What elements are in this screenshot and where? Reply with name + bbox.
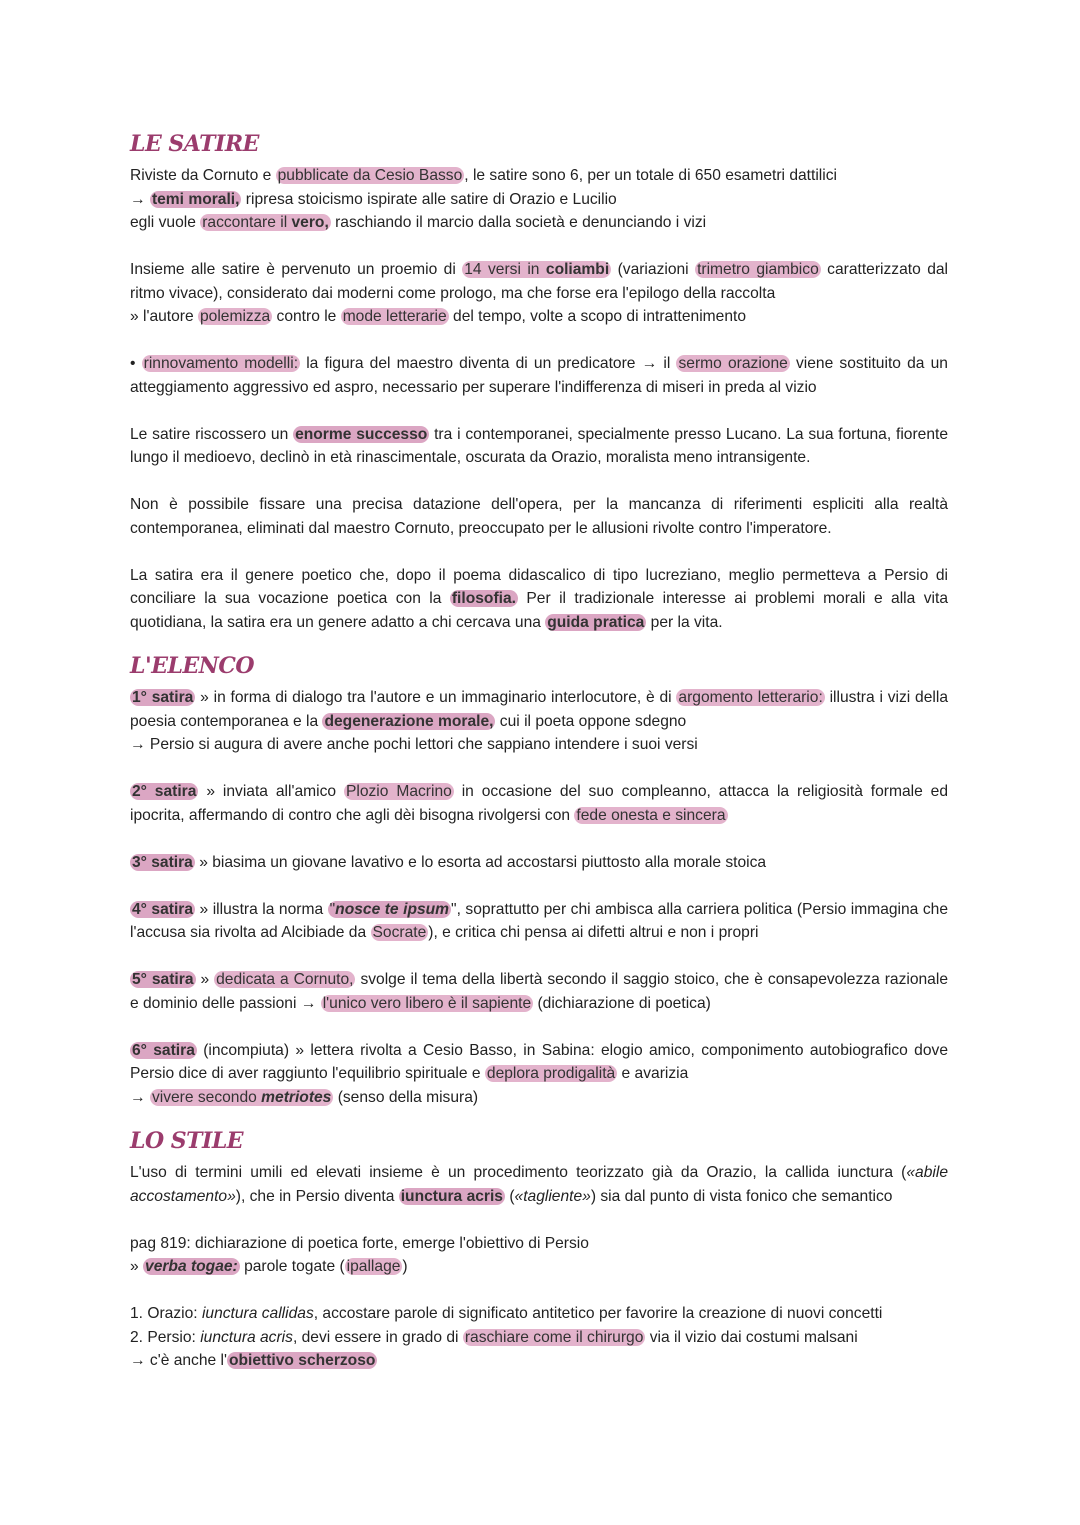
section-heading-stile: LO STILE [130, 1128, 244, 1154]
paragraph-genere: La satira era il genere poetico che, dopo il poema didascalico di tipo lucreziano, meglio permetteva a Persio di conciliare la sua vocazione poetica con la filosofia. Per il tradizionale interesse ai problemi morali e alla vita quotidiana, la satira era un genere adatto a chi cercava una guida pratica per la vita. [130, 566, 948, 631]
satira-1-note: → Persio si augura di avere anche pochi lettori che sappiano intendere i suoi versi [130, 736, 698, 753]
list-item-scherzoso: → c'è anche l' obiettivo scherzoso [130, 1352, 376, 1369]
paragraph-polemica: » l'autore polemizza contro le mode letterarie del tempo, volte a scopo di intrattenimento [130, 308, 747, 325]
paragraph-satire-intro: Riviste da Cornuto e pubblicate da Cesio Basso , le satire sono 6, per un totale di 650 esametri dattilici [130, 167, 838, 184]
section-heading-elenco: L'ELENCO [130, 653, 254, 679]
highlight: enorme successo [295, 425, 428, 443]
satira-1: 1° satira » in forma di dialogo tra l'autore e un immaginario interlocutore, è di argomento letterario: illustra i vizi della poesia contemporanea e la degenerazione morale, cui il poeta oppone sdegno [130, 689, 948, 730]
highlight: guida pratica [547, 613, 645, 631]
paragraph-successo: Le satire riscossero un enorme successo tra i contemporanei, specialmente presso Lucano. La sua fortuna, fiorente lungo il medioevo, declinò in età rinascimentale, oscurata da Orazio, moralista meno intransigente. [130, 425, 948, 466]
paragraph-pag819: pag 819: dichiarazione di poetica forte, emerge l'obiettivo di Persio [130, 1234, 589, 1252]
satira-label: 1° satira [132, 689, 194, 706]
satira-label: 5° satira [132, 971, 194, 988]
highlight: mode letterarie [342, 308, 447, 325]
satira-label: 2° satira [132, 783, 197, 800]
highlight: vivere secondo metriotes [151, 1088, 332, 1106]
highlight: iunctura acris [400, 1187, 503, 1205]
highlight: 14 versi in coliambi [464, 261, 610, 278]
section-heading-satire: LE SATIRE [130, 131, 259, 157]
highlight: verba togae: [145, 1258, 238, 1275]
notes-page [130, 128, 948, 1373]
highlight: obiettivo scherzoso [228, 1352, 376, 1369]
highlight: temi morali, [151, 190, 240, 208]
highlight: degenerazione morale, [324, 712, 494, 730]
highlight: ipallage [346, 1258, 401, 1275]
paragraph-rinnovamento: • rinnovamento modelli: la figura del maestro diventa di un predicatore → il sermo orazione viene sostituito da un atteggiamento aggressivo ed aspro, necessario per superare l'indifferenza di miseri in preda al vizio [130, 355, 948, 396]
satira-6-note: → vivere secondo metriotes (senso della misura) [130, 1088, 479, 1106]
paragraph-datazione: Non è possibile fissare una precisa datazione dell'opera, per la mancanza di riferimenti espliciti alla realtà contemporanea, eliminati dal maestro Cornuto, preoccupato per le allusioni rivolte contro l'imperatore. [130, 496, 948, 537]
satira-label: 4° satira [132, 900, 194, 918]
highlight: sermo orazione [678, 355, 788, 372]
paragraph-satire-truth: egli vuole raccontare il vero, raschiando il marcio dalla società e denunciando i vizi [130, 214, 707, 231]
highlight: dedicata a Cornuto, [216, 971, 354, 988]
satira-3: 3° satira » biasima un giovane lavativo e lo esorta ad accostarsi piuttosto alla morale stoica [132, 853, 767, 871]
highlight: polemizza [200, 308, 271, 325]
paragraph-satire-themes: → temi morali, ripresa stoicismo ispirate alle satire di Orazio e Lucilio [130, 190, 617, 208]
satira-2: 2° satira » inviata all'amico Plozio Macrino in occasione del suo compleanno, attacca la religiosità formale ed ipocrita, affermando di contro che agli dèi bisogna rivolgersi con fede onesta e sincera [130, 783, 949, 824]
list-item-orazio: 1. Orazio: iunctura callidas, accostare parole di significato antitetico per favorire la creazione di nuovi concetti [130, 1305, 883, 1322]
highlight: trimetro giambico [697, 261, 819, 278]
satira-4: 4° satira » illustra la norma "nosce te ipsum ", soprattutto per chi ambisca alla carriera politica (Persio immagina che l'accusa sia rivolta ad Alcibiade da Socrate ), e critica chi pensa ai difetti altrui e non i propri [130, 900, 948, 941]
satira-6: 6° satira (incompiuta) » lettera rivolta a Cesio Basso, in Sabina: elogio amico, componimento autobiografico dove Persio dice di aver raggiunto l'equilibrio spirituale e deplora prodigalità e avarizia [130, 1041, 948, 1082]
highlight: raccontare il vero, [202, 214, 329, 231]
highlight: pubblicate da Cesio Basso [277, 167, 463, 184]
highlight: raschiare come il chirurgo [464, 1328, 644, 1346]
highlight: deplora prodigalità [486, 1065, 616, 1082]
paragraph-iunctura: L'uso di termini umili ed elevati insieme è un procedimento teorizzato già da Orazio, la callida iunctura («abile accostamento»), che in Persio diventa iunctura acris («tagliente») sia dal punto di vista fonico che semantico [130, 1164, 948, 1205]
satira-label: 3° satira [132, 853, 193, 871]
list-item-persio: 2. Persio: iunctura acris, devi essere in grado di raschiare come il chirurgo via il vizio dai costumi malsani [130, 1328, 858, 1346]
highlight: l'unico vero libero è il sapiente [322, 994, 532, 1012]
satira-5: 5° satira » dedicata a Cornuto, svolge il tema della libertà secondo il saggio stoico, che è consapevolezza razionale e dominio delle passioni → l'unico vero libero è il sapiente (dichiarazione di poetica) [130, 971, 948, 1012]
paragraph-proemio: Insieme alle satire è pervenuto un proemio di 14 versi in coliambi (variazioni trimetro giambico caratterizzato dal ritmo vivace), considerato dai moderni come prologo, ma che forse era l'epilogo della raccolta [130, 261, 949, 302]
highlight: "nosce te ipsum [329, 900, 450, 918]
highlight: argomento letterario: [678, 689, 823, 706]
highlight: rinnovamento modelli: [143, 355, 299, 372]
highlight: fede onesta e sincera [576, 806, 726, 824]
satira-label: 6° satira [132, 1041, 195, 1059]
highlight: filosofia. [451, 590, 516, 607]
paragraph-verba-togae: » verba togae: parole togate ( ipallage ) [130, 1258, 408, 1275]
highlight: Socrate [372, 924, 427, 941]
highlight: Plozio Macrino [345, 783, 452, 800]
